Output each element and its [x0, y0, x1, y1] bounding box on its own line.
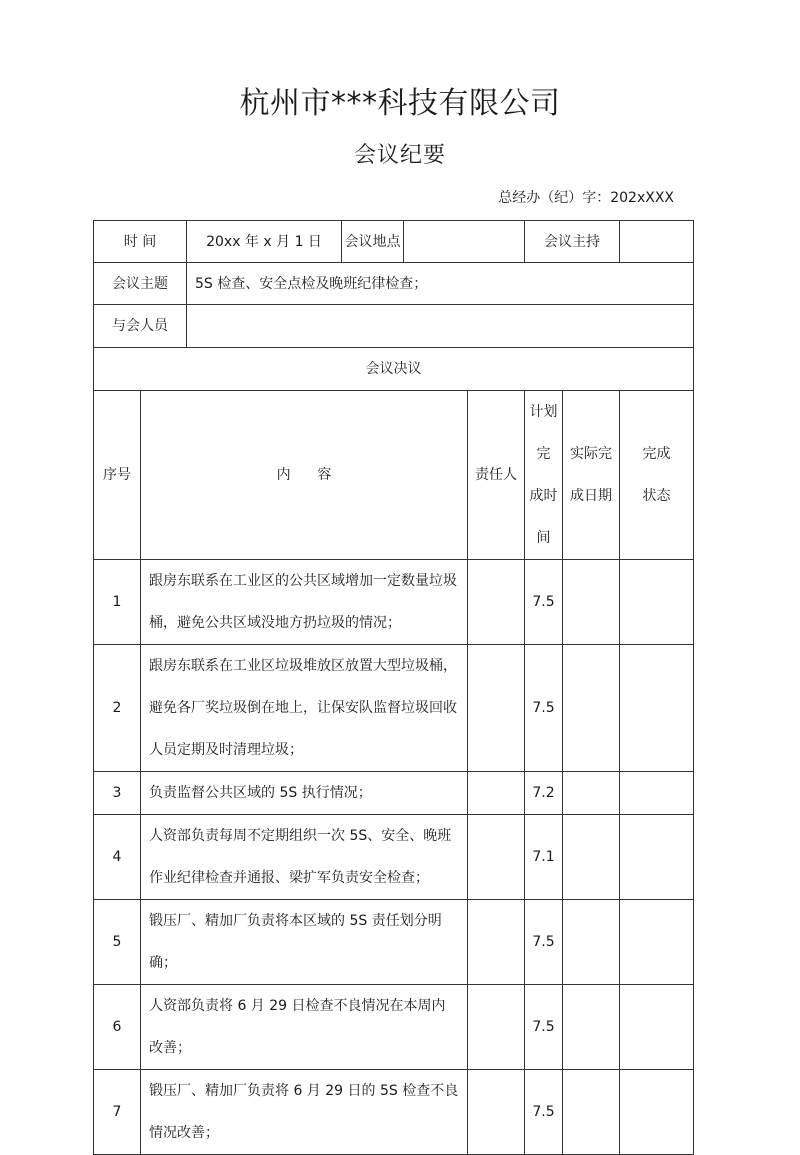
row-actual-date [563, 772, 620, 815]
col-header-content: 内 容 [141, 391, 468, 560]
attendees-value [187, 305, 694, 348]
document-title: 会议纪要 [353, 143, 446, 168]
row-content: 人资部负责将 6 月 29 日检查不良情况在本周内改善； [141, 985, 468, 1070]
row-content: 负责监督公共区域的 5S 执行情况； [141, 772, 468, 815]
col-header-planned [525, 391, 563, 560]
time-value: 20xx 年 x 月 1 日 [187, 221, 342, 263]
location-value [404, 221, 525, 263]
col-header-owner: 责任人 [468, 391, 525, 560]
resolutions-title: 会议决议 [94, 348, 694, 391]
row-actual-date [563, 815, 620, 900]
row-number: 4 [94, 815, 141, 900]
row-planned-date: 7.1 [525, 815, 563, 900]
col-header-actual [563, 391, 620, 560]
row-content: 跟房东联系在工业区的公共区域增加一定数量垃圾桶，避免公共区域没地方扔垃圾的情况； [141, 560, 468, 645]
row-owner [468, 645, 525, 772]
company-title: 杭州市***科技有限公司 [239, 86, 561, 121]
row-number: 3 [94, 772, 141, 815]
row-owner [468, 1070, 525, 1155]
resolution-row [94, 772, 694, 815]
row-owner [468, 815, 525, 900]
row-planned-date: 7.5 [525, 985, 563, 1070]
row-status [620, 1070, 694, 1155]
location-label: 会议地点 [342, 221, 404, 263]
row-planned-date: 7.5 [525, 900, 563, 985]
row-owner [468, 560, 525, 645]
row-owner [468, 900, 525, 985]
col-header-planned-line2: 成时间 [529, 488, 558, 546]
row-actual-date [563, 1070, 620, 1155]
row-actual-date [563, 900, 620, 985]
info-row-attendees [94, 305, 694, 348]
resolution-row [94, 815, 694, 900]
host-value [620, 221, 694, 263]
meeting-minutes-table [93, 220, 694, 1155]
row-number: 5 [94, 900, 141, 985]
row-status [620, 772, 694, 815]
resolution-row [94, 985, 694, 1070]
row-status [620, 560, 694, 645]
info-row-time [94, 221, 694, 263]
row-content: 锻压厂、精加厂负责将 6 月 29 日的 5S 检查不良情况改善； [141, 1070, 468, 1155]
col-header-no: 序号 [94, 391, 141, 560]
col-header-status-line1: 完成 [642, 446, 671, 462]
row-status [620, 815, 694, 900]
row-content: 人资部负责每周不定期组织一次 5S、安全、晚班作业纪律检查并通报、梁扩军负责安全检查； [141, 815, 468, 900]
row-actual-date [563, 560, 620, 645]
attendees-label: 与会人员 [94, 305, 187, 348]
row-actual-date [563, 985, 620, 1070]
topic-value: 5S 检查、安全点检及晚班纪律检查； [187, 263, 694, 305]
row-number: 1 [94, 560, 141, 645]
resolutions-header-row [94, 391, 694, 560]
row-planned-date: 7.5 [525, 560, 563, 645]
row-content: 锻压厂、精加厂负责将本区域的 5S 责任划分明确； [141, 900, 468, 985]
col-header-status [620, 391, 694, 560]
row-status [620, 985, 694, 1070]
row-content: 跟房东联系在工业区垃圾堆放区放置大型垃圾桶，避免各厂奖垃圾倒在地上，让保安队监督垃圾回收人员定期及时清理垃圾； [141, 645, 468, 772]
host-label: 会议主持 [525, 221, 620, 263]
row-number: 7 [94, 1070, 141, 1155]
resolution-row [94, 1070, 694, 1155]
resolution-row [94, 645, 694, 772]
col-header-planned-line1: 计划完 [529, 404, 558, 462]
row-owner [468, 772, 525, 815]
row-planned-date: 7.2 [525, 772, 563, 815]
resolution-row [94, 900, 694, 985]
row-actual-date [563, 645, 620, 772]
row-status [620, 645, 694, 772]
col-header-actual-line1: 实际完 [570, 446, 613, 462]
col-header-status-line2: 状态 [642, 488, 671, 504]
time-label: 时 间 [94, 221, 187, 263]
document-number: 总经办（纪）字：202xXXX [498, 190, 674, 206]
resolutions-title-row [94, 348, 694, 391]
row-number: 6 [94, 985, 141, 1070]
row-planned-date: 7.5 [525, 645, 563, 772]
col-header-actual-line2: 成日期 [570, 488, 613, 504]
info-row-topic [94, 263, 694, 305]
topic-label: 会议主题 [94, 263, 187, 305]
row-status [620, 900, 694, 985]
row-owner [468, 985, 525, 1070]
row-number: 2 [94, 645, 141, 772]
row-planned-date: 7.5 [525, 1070, 563, 1155]
resolution-row [94, 560, 694, 645]
